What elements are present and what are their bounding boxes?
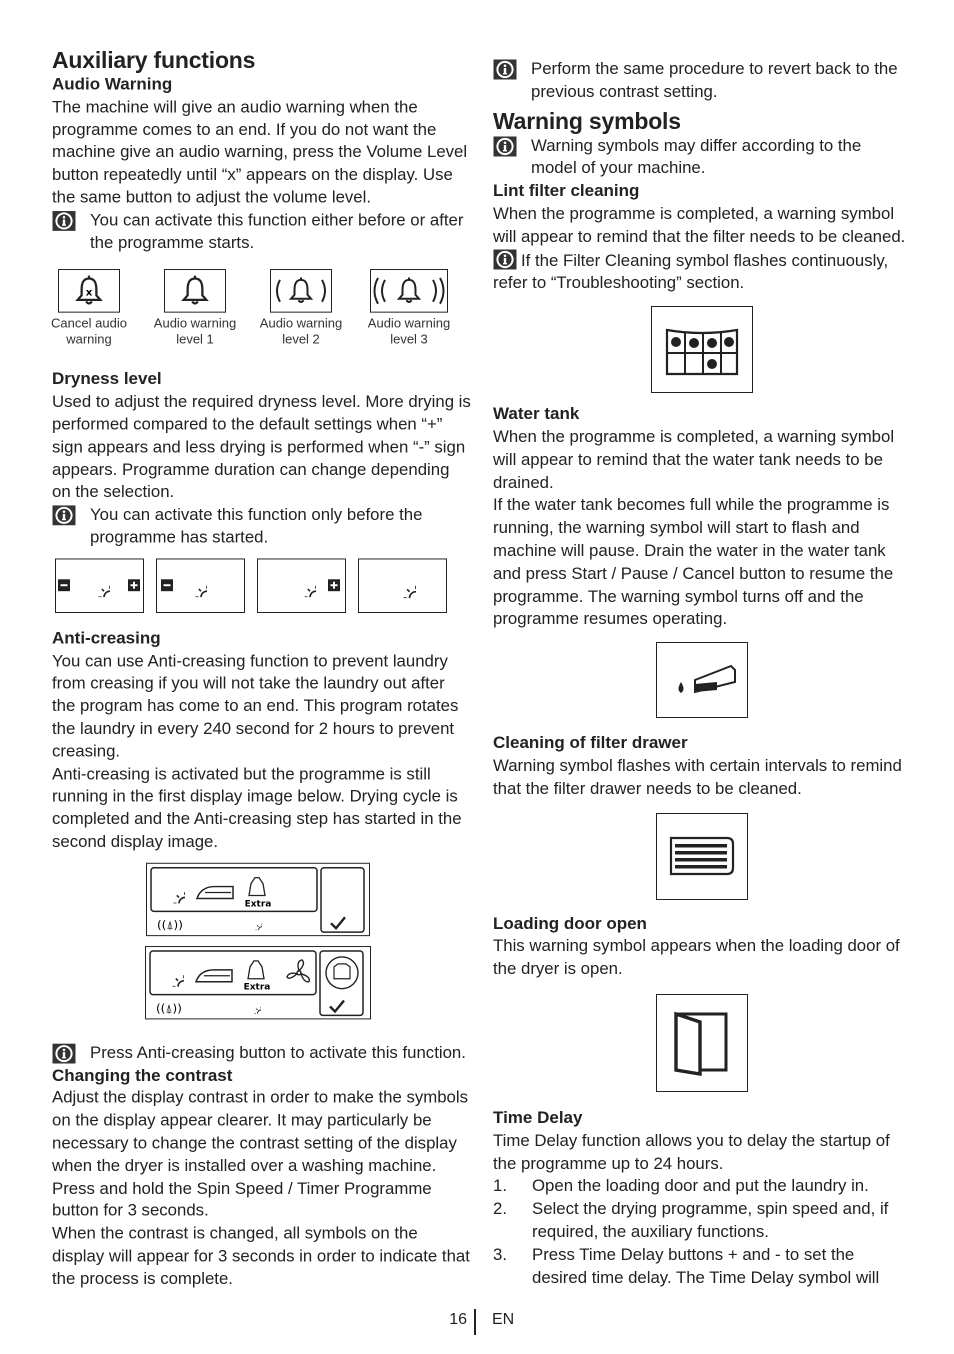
dryness-minus-icon [156, 558, 245, 613]
dryness-plus-icon [257, 558, 346, 613]
list-item: 1. Open the loading door and put the laundry in. [493, 1176, 869, 1196]
info-icon [52, 1043, 76, 1064]
audio-icon-caption: Audio warning level 2 [259, 315, 343, 347]
audio-icon-caption: Audio warning level 3 [367, 315, 451, 347]
anti-creasing-note [52, 1042, 472, 1065]
list-item: 3. Press Time Delay buttons + and - to set the desired time delay. The Time Delay symbol will [493, 1244, 880, 1287]
dryness-minus-plus-icon [55, 558, 144, 613]
filter-drawer-text: Warning symbol flashes with certain intervals to remind that the filter drawer needs to be cleaned. [493, 755, 902, 798]
lint-filter-text: When the programme is completed, a warning symbol will appear to remind that the filter needs to be cleaned. [493, 203, 906, 246]
water-tank-text-2: If the water tank becomes full while the programme is running, the warning symbol will start to flash and machine will pause. Drain the water in the water tank and press Start / Pause / Cancel button to resume the programme. The warning symbol turns off and the programme resumes operating. [493, 495, 894, 629]
heading-lint-filter: Lint filter cleaning [493, 181, 640, 201]
contrast-revert-note-text: Perform the same procedure to revert back to the previous contrast setting. [531, 59, 898, 101]
section-title-warning-symbols: Warning symbols [493, 107, 681, 134]
footer-divider [474, 1309, 476, 1335]
contrast-revert-note [493, 58, 911, 104]
contrast-text-2: When the contrast is changed, all symbols on the display will appear for 3 seconds in order to indicate that the process is complete. [52, 1223, 470, 1288]
info-icon [493, 136, 517, 157]
filter-cleaning-icon [651, 306, 753, 393]
water-tank-text-1: When the programme is completed, a warning symbol will appear to remind that the water tank needs to be drained. [493, 426, 895, 492]
dryness-level-note-text: You can activate this function only before the programme has started. [90, 505, 423, 547]
audio-icon-caption: Cancel audio warning [51, 315, 127, 347]
heading-loading-door: Loading door open [493, 913, 647, 933]
dryness-level-note [52, 504, 472, 549]
audio-icon-caption: Audio warning level 1 [153, 315, 237, 347]
heading-filter-drawer: Cleaning of filter drawer [493, 733, 688, 753]
time-delay-steps [493, 1175, 911, 1289]
time-delay-text: Time Delay function allows you to delay the startup of the programme up to 24 hours. [493, 1130, 890, 1173]
audio-icon-item [362, 269, 456, 347]
audio-warning-note [52, 209, 472, 254]
anti-creasing-note-text: Press Anti-creasing button to activate this function. [90, 1042, 466, 1062]
loading-door-figure [493, 994, 911, 1092]
lint-filter-note-text: If the Filter Cleaning symbol flashes continuously, refer to “Troubleshooting” section. [493, 250, 889, 293]
audio-icon-item [255, 269, 347, 347]
section-title-auxiliary-functions: Auxiliary functions [52, 46, 256, 73]
language-code: EN [492, 1311, 515, 1328]
dryness-level-icons [55, 558, 472, 613]
info-icon [493, 59, 517, 80]
info-icon [493, 249, 517, 270]
lint-filter-note [493, 249, 911, 296]
svg-text:((⍋)): ((⍋)) [156, 1001, 182, 1016]
page-number: 16 [449, 1311, 467, 1328]
svg-text:x: x [85, 287, 93, 299]
warning-symbols-note-text: Warning symbols may differ according to the model of your machine. [531, 135, 862, 178]
dryness-standard-icon [358, 558, 447, 613]
audio-icon-item [48, 269, 130, 347]
info-icon [52, 210, 76, 231]
anti-creasing-display-1 [146, 862, 370, 935]
bell-level2-icon [270, 269, 332, 313]
heading-time-delay: Time Delay [493, 1107, 583, 1127]
audio-warning-icons [48, 269, 472, 347]
filter-drawer-icon [656, 813, 748, 900]
list-item: 2. Select the drying programme, spin speed and, if required, the auxiliary functions. [493, 1199, 889, 1241]
info-icon [52, 505, 76, 526]
audio-warning-text: The machine will give an audio warning when the programme comes to an end. If you do not want the machine give an audio warning, press the Volume Level button repeatedly until “x” appears on the display. Use the same button to adjust the volume level. [52, 97, 468, 207]
door-open-icon [656, 994, 748, 1092]
svg-text:((⍋)): ((⍋)) [157, 917, 183, 932]
heading-changing-contrast: Changing the contrast [52, 1065, 233, 1085]
anti-creasing-text-2: Anti-creasing is activated but the programme is still running in the first display image below. Drying cycle is completed and the Anti-creasing step has started in the second display image. [52, 764, 462, 851]
heading-water-tank: Water tank [493, 404, 580, 424]
extra-label: Extra [243, 982, 271, 993]
heading-anti-creasing: Anti-creasing [52, 628, 161, 648]
dryness-level-text: Used to adjust the required dryness level. More drying is performed compared to the default settings when “+” sign appears and less drying is performed when “-” sign appears. Programme duration can change depending on the selection. [52, 392, 471, 502]
right-column [493, 58, 911, 1289]
lint-filter-figure [493, 306, 911, 393]
audio-warning-note-text: You can activate this function either before or after the programme starts. [90, 210, 464, 252]
bell-icon [164, 269, 226, 313]
extra-label: Extra [244, 899, 272, 910]
heading-dryness-level: Dryness level [52, 369, 162, 389]
contrast-text-1: Adjust the display contrast in order to make the symbols on the display appear clearer. It may particularly be necessary to change the contrast setting of the display when the dryer is installed over a washing machine. Press and hold the Spin Speed / Timer Programme button for 3 seconds. [52, 1088, 468, 1220]
heading-audio-warning: Audio Warning [52, 74, 173, 94]
bell-level3-icon [370, 269, 448, 313]
filter-drawer-figure [493, 813, 911, 900]
water-tank-icon [656, 642, 748, 718]
water-tank-figure [493, 642, 911, 718]
anti-creasing-display-2 [145, 946, 371, 1019]
bell-cancel-icon [58, 269, 120, 313]
anti-creasing-text-1: You can use Anti-creasing function to prevent laundry from creasing if you will not take the laundry out after the program has come to an end. This program rotates the laundry in every 240 second for 2 hours to prevent creasing. [52, 651, 459, 761]
warning-symbols-note [493, 135, 911, 181]
loading-door-text: This warning symbol appears when the loading door of the dryer is open. [493, 936, 900, 979]
left-column [52, 46, 472, 1290]
audio-icon-item [151, 269, 239, 347]
